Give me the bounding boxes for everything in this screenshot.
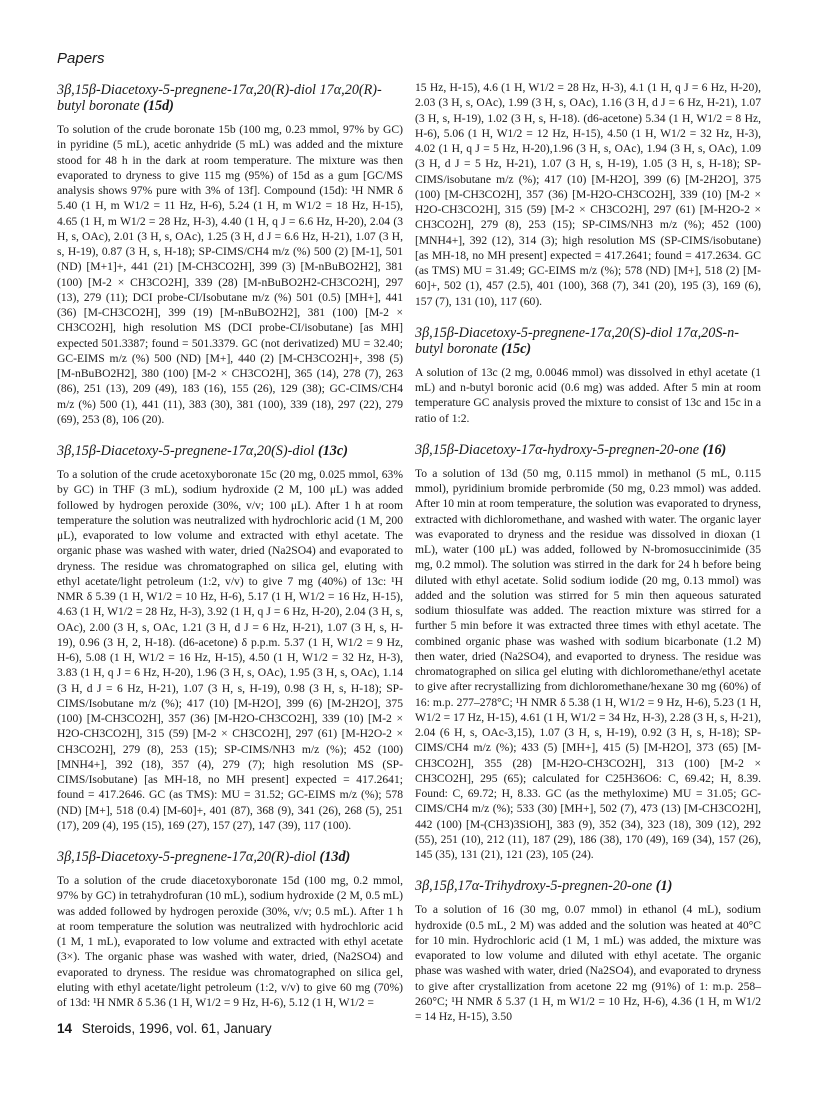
heading-text: 3β,15β-Diacetoxy-17α-hydroxy-5-pregnen-20-one xyxy=(415,441,700,458)
heading-text: 3β,15β-Diacetoxy-5-pregnene-17α,20(R)-diol 17α,20(R)-butyl boronate xyxy=(57,82,382,114)
heading-text: 3β,15β-Diacetoxy-5-pregnene-17α,20(R)-diol xyxy=(57,849,316,865)
journal-citation: Steroids, 1996, vol. 61, January xyxy=(81,1021,272,1036)
compound-id: (15d) xyxy=(143,98,174,114)
section-heading-13d xyxy=(57,849,403,865)
paragraph-16: To a solution of 13d (50 mg, 0.115 mmol) in methanol (5 mL, 0.115 mmol), pyridinium bromide perbromide (50 mg, 0.23 mmol) was added. After 10 min at room temperature, the solution was evaporated to dryness, extracted with dichloromethane, and washed with water. The organic layer was evaporated to dryness and the residue was dissolved in dioxan (1 mL), water (100 μL) was added, followed by N-bromosuccinimide (35 mg, 0.2 mmol). The solution was stirred in the dark for 24 h before being diluted with ethyl acetate. Solid sodium iodide (20 mg, 0.13 mmol) was added and the solution was stirred for 5 min then aqueous saturated sodium thiosulfate was added. The reaction mixture was stirred for a further 5 min before it was extracted three times with ethyl acetate. The combined organic phase was washed with sodium bicarbonate (1.2 M) then water, dried (Na2SO4), and evaported to dryness. The residue was chromatographed on silica gel eluting with dichloromethane/ethyl acetate to give after recrystallizing from dichloromethane/hexane 30 mg (60%) of 16: m.p. 277–278°C; ¹H NMR δ 5.38 (1 H, W1/2 = 9 Hz, H-6), 5.23 (1 H, W1/2 = 17 Hz, H-15), 4.61 (1 H, W1/2 = 34 Hz, H-3), 2.28 (3 H, s, H-21), 2.04 (6 H, s, OAc-3,15), 1.07 (3 H, s, H-19), 0.92 (3 H, s, H-18); SP-CIMS/CH4 m/z (%); 433 (5) [MH+], 415 (5) [M-H2O], 373 (65) [M-CH3CO2H], 355 (28) [M-H2O-CH3CO2H], 313 (100) [M-2 × CH3CO2H], 295 (65); calculated for C25H36O6: C, 69.42; H, 8.39. Found: C, 69.72; H, 8.33. GC (as the methyloxime) MU = 31.05; GC-CIMS/CH4 m/z (%); 533 (30) [MH+], 502 (7), 473 (13) [M-CH3CO2H], 442 (100) [M-(CH3)3SiOH], 383 (9), 352 (34), 323 (18), 309 (12), 292 (55), 251 (10), 212 (11), 187 (29), 186 (38), 170 (49), 169 (34), 157 (26), 145 (35), 131 (21), 121 (23), 105 (24). xyxy=(415,466,761,861)
section-heading-15c xyxy=(415,325,761,357)
section-heading-13c xyxy=(57,443,403,459)
section-label: Papers xyxy=(57,50,105,67)
paragraph-13d-continued: 15 Hz, H-15), 4.6 (1 H, W1/2 = 28 Hz, H-3), 4.1 (1 H, q J = 6 Hz, H-20), 2.03 (3 H, s, OAc), 1.99 (3 H, s, OAc), 1.16 (3 H, d J = 6 Hz, H-21), 1.07 (3 H, s, H-19), 1.02 (3 H, s, H-18). (d6-acetone) 5.34 (1 H, W1/2 = 8 Hz, H-6), 5.06 (1 H, W1/2 = 12 Hz, H-15), 4.50 (1 H, W1/2 = 32 Hz, H-3), 4.02 (1 H, q J = 5 Hz, H-20),1.96 (3 H, s, OAc), 1.94 (3 H, s, OAc), 1.09 (3 H, d J = 5 Hz, H-21), 1.07 (3 H, s, H-19), 1.05 (3 H, s, H-18); SP-CIMS/isobutane m/z (%); 417 (10) [M-H2O], 399 (6) [M-2H2O], 375 (100) [M-CH3CO2H], 357 (36) [M-H2O-CH3CO2H], 339 (10) [M-2 × H2O-CH3CO2H], 315 (59) [M-2 × CH3CO2H], 297 (61) [M-H2O-2 × CH3CO2H], 279 (8), 253 (15); SP-CIMS/NH3 m/z (%); 452 (100) [MNH4+], 392 (12), 314 (3); high resolution MS (SP-CIMS/isobutane) [as MH-18, no MH present] expected = 417.2641; found = 417.2634. GC (as TMS) MU = 31.49; GC-EIMS m/z (%); 578 (ND) [M+], 518 (2) [M-60]+, 502 (1), 457 (2.5), 401 (100), 368 (7), 341 (20), 195 (3), 169 (6), 157 (7), 131 (10), 117 (60). xyxy=(415,81,761,308)
compound-id: (15c) xyxy=(501,340,532,357)
compound-id: (13c) xyxy=(317,443,348,459)
right-column xyxy=(415,80,761,1024)
paragraph-15c: A solution of 13c (2 mg, 0.0046 mmol) was dissolved in ethyl acetate (1 mL) and n-butyl boronic acid (0.6 mg) was added. After 5 min at room temperature GC analysis proved the mixture to consist of 13c and 15c in a ratio of 1:2. xyxy=(415,365,761,425)
paragraph-1: To a solution of 16 (30 mg, 0.07 mmol) in ethanol (4 mL), sodium hydroxide (0.5 mL, 2 M) was added and the solution was heated at 40°C for 10 min. Hydrochloric acid (1 M, 1 mL) was added, the mixture was evaporated to low volume and diluted with ethyl acetate. The organic phase was washed with water, dried (Na2SO4), and evaporated to dryness to give after crystallization from acetone 22 mg (91%) of 1: m.p. 258–260°C; ¹H NMR δ 5.37 (1 H, m W1/2 = 10 Hz, H-6), 4.36 (1 H, m W1/2 = 14 Hz, H-15), 3.50 xyxy=(415,903,761,1023)
heading-text: 3β,15β-Diacetoxy-5-pregnene-17α,20(S)-diol 17α,20S-n-butyl boronate xyxy=(415,324,739,357)
page-number: 14 xyxy=(57,1021,73,1036)
section-heading-16 xyxy=(415,442,761,458)
paragraph-13d: To a solution of the crude diacetoxyboronate 15d (100 mg, 0.2 mmol, 97% by GC) in tetrahydrofuran (10 mL), sodium hydroxide (2 M, 0.5 mL) was added followed by hydrogen peroxide (30%, v/v; 0.5 mL). After 1 h at room temperature the solution was neutralized with hydrochloric acid (1 M, 1 mL), evaporated to low volume and extracted with ethyl acetate (3×). The organic phase was washed with water, dried, (Na2SO4) and evaporated to dryness. The residue was chromatographed on silica gel, eluting with ethyl acetate/light petroleum (1:2, v/v) to give 60 mg (70%) of 13d: ¹H NMR δ 5.36 (1 H, W1/2 = 9 Hz, H-6), 5.12 (1 H, W1/2 = xyxy=(57,874,403,1009)
page-footer xyxy=(57,1021,272,1036)
compound-id: (1) xyxy=(655,878,673,895)
section-heading-15d xyxy=(57,82,403,114)
compound-id: (16) xyxy=(702,441,727,458)
left-column xyxy=(57,82,403,1010)
paragraph-15d: To solution of the crude boronate 15b (100 mg, 0.23 mmol, 97% by GC) in pyridine (5 mL), acetic anhydride (5 mL) was added and the mixture stood for 48 h in the dark at room temperature. The mixture was then evaporated to dryness to give 115 mg (95%) of 15d as a gum [GC/MS analysis shows 97% pure with 3% of 13f]. Compound (15d): ¹H NMR δ 5.40 (1 H, m W1/2 = 11 Hz, H-6), 5.24 (1 H, m W1/2 = 18 Hz, H-15), 4.65 (1 H, m W1/2 = 28 Hz, H-3), 4.40 (1 H, q J = 6.6 Hz, H-20), 2.04 (3 H, s, OAc), 2.01 (3 H, s, OAc), 1.25 (3 H, d J = 6.6 Hz, H-21), 1.07 (3 H, s, H-19), 0.87 (3 H, s, H-18); SP-CIMS/CH4 m/z (%) 500 (2) [M-1], 501 (ND) [M+1]+, 441 (21) [M-CH3CO2H], 399 (3) [M-nBuBO2H2], 381 (100) [M-2 × CH3CO2H], 339 (28) [M-nBuBO2H2-CH3CO2H], 297 (13), 279 (11); DCI probe-CI/Isobutane m/z (%) 501 (0.5) [MH+], 441 (36) [M-CH3CO2H], 399 (19) [M-nBuBO2H2], 381 (100) [M-2 × CH3CO2H], high resolution MS (DCI probe-CI/isobutane) [as MH] expected 501.3387; found = 501.3379. GC (not derivatized) MU = 32.40; GC-EIMS m/z (%) 500 (ND) [M+], 440 (2) [M-CH3CO2H]+, 398 (5) [M-nBuBO2H2], 380 (100) [M-2 × CH3CO2H], 365 (14), 278 (7), 263 (86), 251 (13), 209 (49), 183 (16), 155 (26), 129 (38); GC-CIMS/CH4 m/z (%) 500 (1), 441 (11), 383 (30), 381 (100), 339 (18), 297 (22), 279 (69), 253 (8), 106 (20). xyxy=(57,123,403,426)
paragraph-13c: To a solution of the crude acetoxyboronate 15c (20 mg, 0.025 mmol, 63% by GC) in THF (3 mL), sodium hydroxide (2 M, 100 μL) was added followed by hydrogen peroxide (30%, v/v; 100 μL). After 1 h at room temperature the solution was neutralized with hydrochloric acid (1 M, 200 μL), evaporated to low volume and extracted with ethyl acetate. The organic phase was washed with water, dried (Na2SO4) and evaporated to dryness. The residue was chromatographed on silica gel, eluting with ethyl acetate/light petroleum (1:2, v/v) to give 7 mg (40%) of 13c: ¹H NMR δ 5.39 (1 H, W1/2 = 10 Hz, H-6), 5.17 (1 H, W1/2 = 16 Hz, H-15), 4.63 (1 H, W1/2 = 28 Hz, H-3), 3.92 (1 H, q J = 6 Hz, H-20), 2.04 (3 H, s, OAc), 2.00 (3 H, s, OAc, 1.21 (3 H, d J = 6 Hz, H-21), 1.07 (3 H, s, H-19), 0.96 (3 H, 2, H-18). (d6-acetone) δ p.p.m. 5.37 (1 H, W1/2 = 9 Hz, H-6), 5.08 (1 H, W1/2 = 16 Hz, H-15), 4.50 (1 H, W1/2 = 32 Hz, H-3), 3.83 (1 H, q J = 6 Hz, H-20), 1.96 (3 H, s, OAc), 1.95 (3 H, s, OAc), 1.14 (3 H, d J = 6 Hz, H-21), 1.07 (3 H, s, H-19), 0.98 (3 H, s, H-18); SP-CIMS/Isobutane m/z (%); 417 (10) [M-H2O], 399 (6) [M-2H2O], 375 (100) [M-CH3CO2H], 357 (36) [M-H2O-CH3CO2H], 339 (10) [M-2 × H2O-CH3CO2H], 315 (59) [M-2 × CH3CO2H], 297 (61) [M-H2O-2 × CH3CO2H], 279 (8), 253 (15); SP-CIMS/NH3 m/z (%); 452 (100) [MNH4+], 392 (18), 357 (4), 279 (7); high resolution MS (SP-CIMS/Isobutane) [as MH-18, no MH present] expected = 417.2641; found = 417.2646. GC (as TMS): MU = 31.52; GC-EIMS m/z (%); 578 (ND) [M+], 518 (0.4) [M-60]+, 401 (87), 368 (9), 341 (26), 268 (5), 251 (17), 209 (4), 195 (15), 169 (27), 157 (27), 147 (39), 117 (100). xyxy=(57,468,403,832)
heading-text: 3β,15β-Diacetoxy-5-pregnene-17α,20(S)-diol xyxy=(57,443,315,459)
section-heading-1 xyxy=(415,878,761,894)
compound-id: (13d) xyxy=(319,849,351,865)
heading-text: 3β,15β,17α-Trihydroxy-5-pregnen-20-one xyxy=(415,878,653,895)
